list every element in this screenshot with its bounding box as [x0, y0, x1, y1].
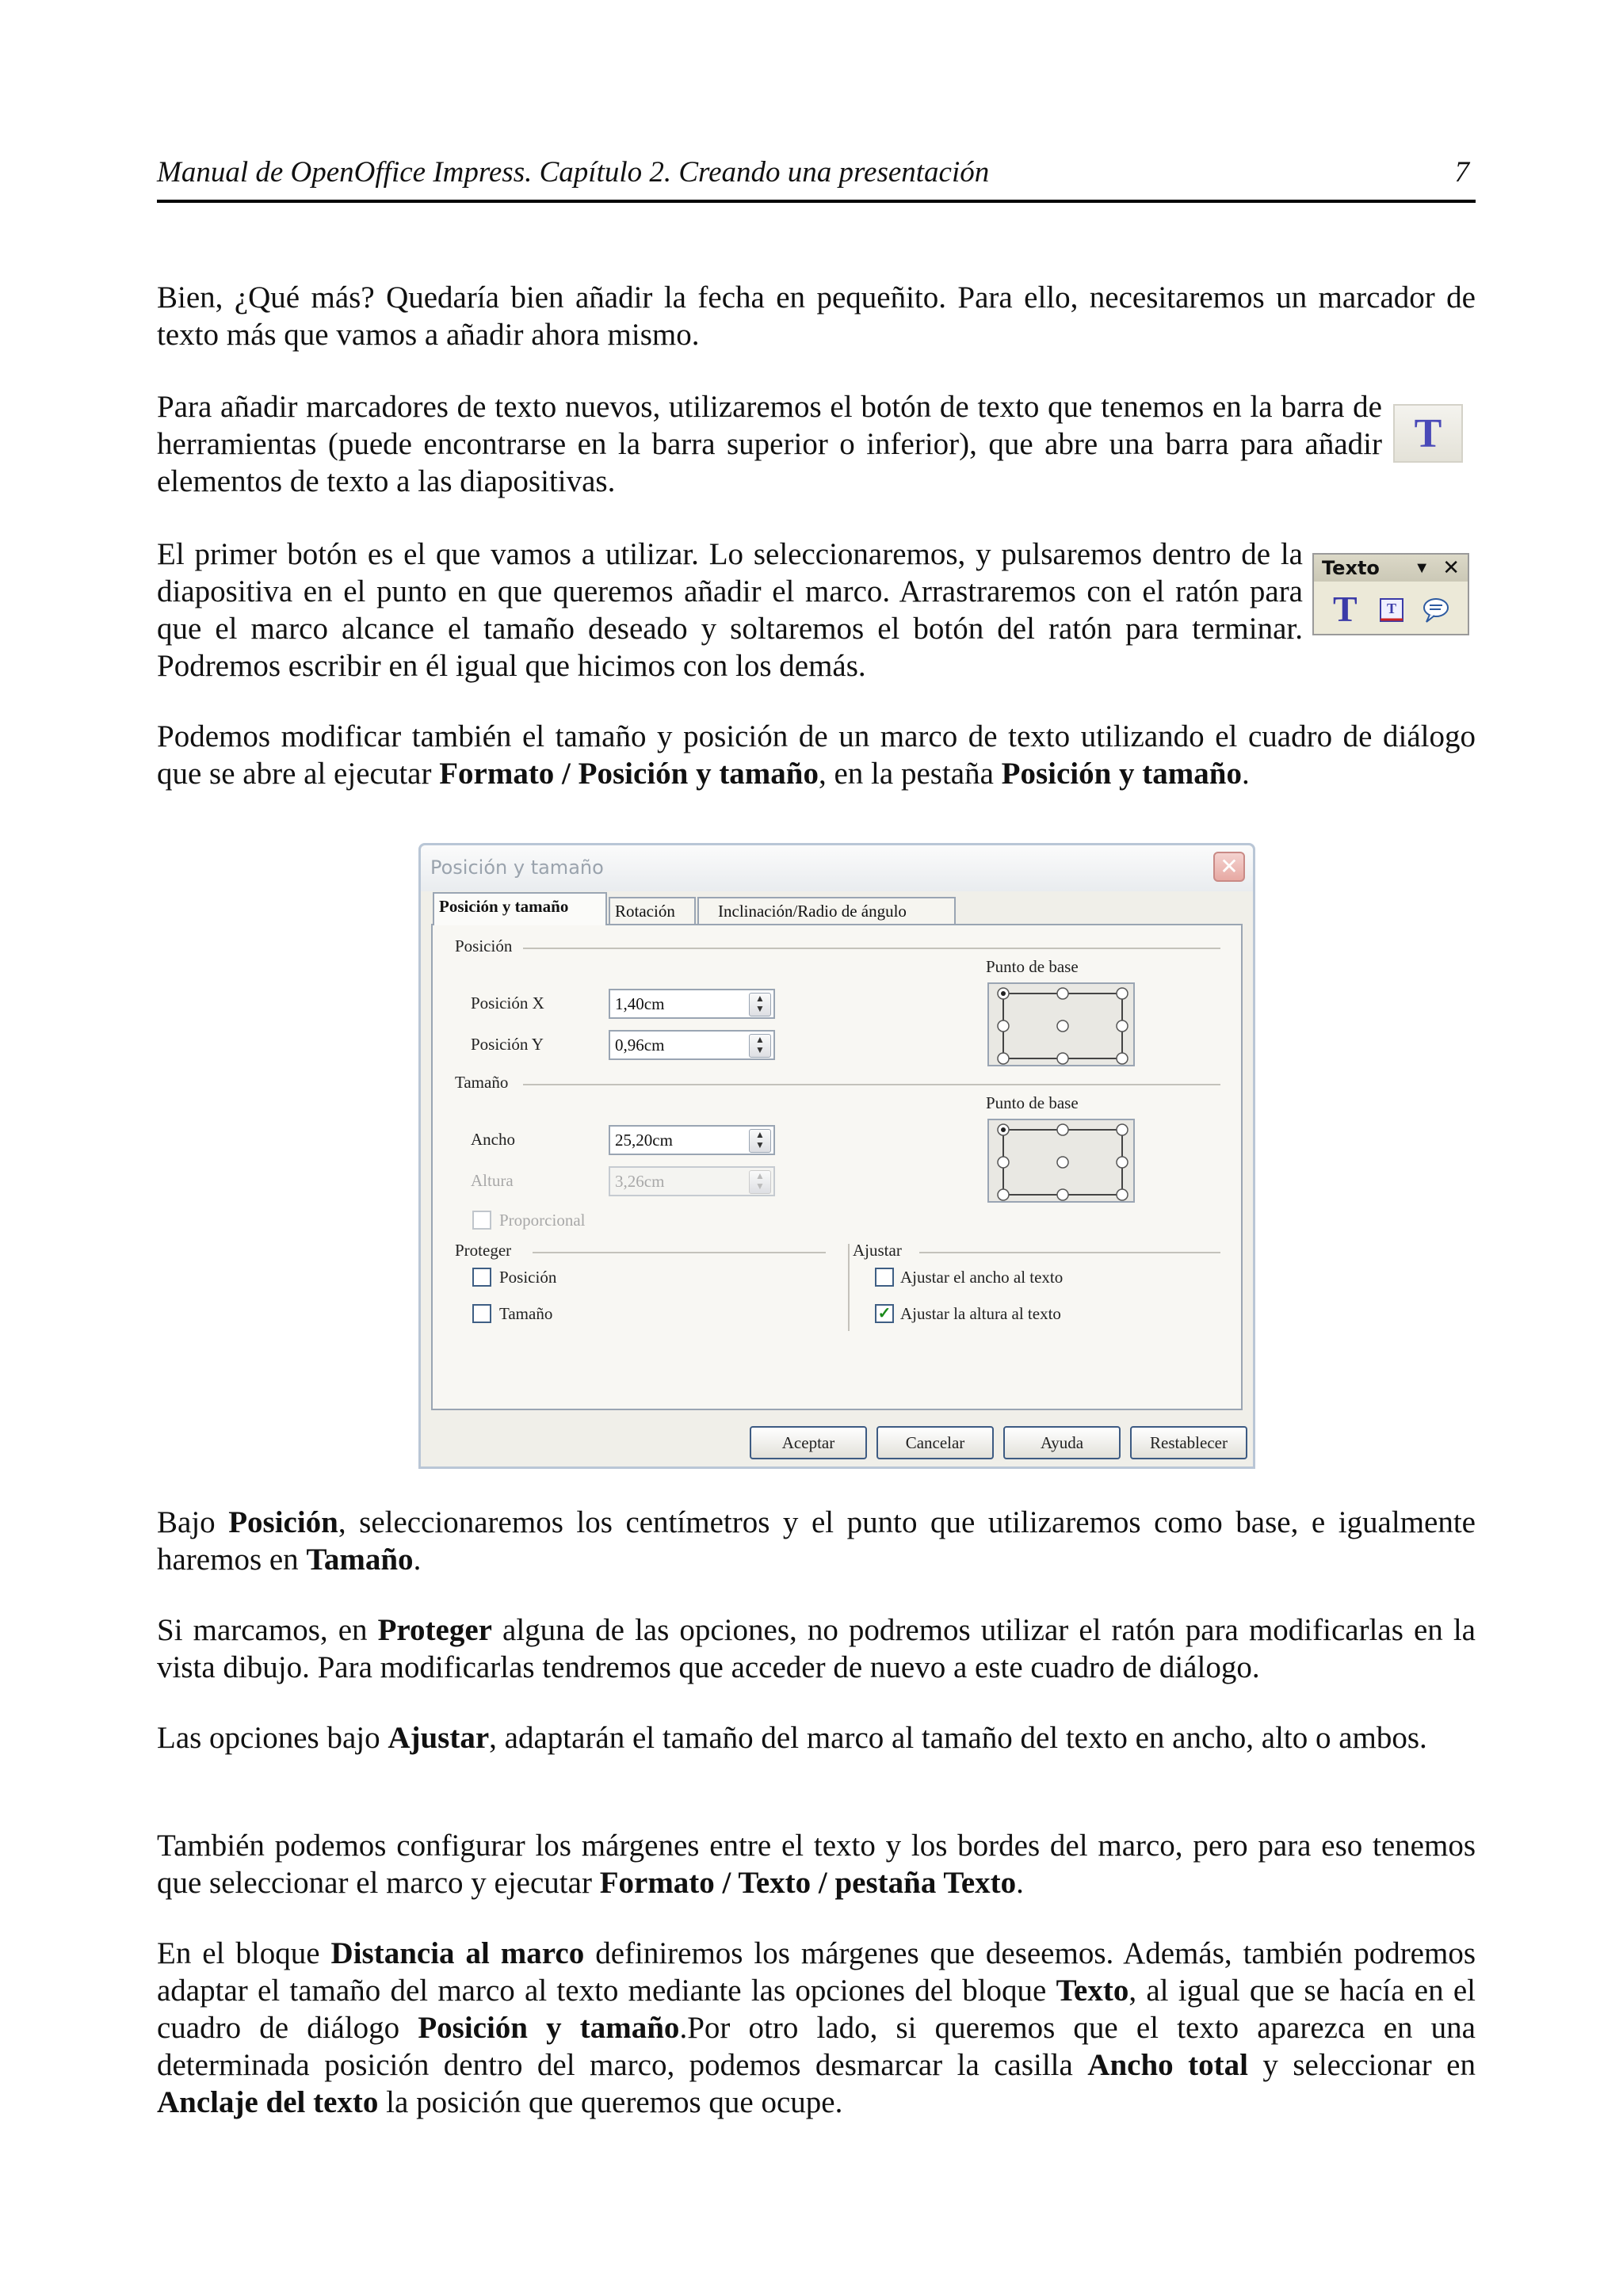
tab-rotation[interactable]: Rotación	[609, 897, 696, 925]
fit-height-label: Ajustar la altura al texto	[900, 1304, 1061, 1323]
height-label: Altura	[471, 1171, 514, 1190]
cancel-button[interactable]: Cancelar	[876, 1426, 994, 1459]
protect-section-label: Proteger	[455, 1241, 517, 1261]
position-x-field[interactable]: 1,40cm ▲ ▼	[609, 989, 775, 1019]
protect-position-checkbox[interactable]	[472, 1268, 491, 1287]
fit-width-checkbox[interactable]	[875, 1268, 894, 1287]
paragraph-4: Podemos modificar también el tamaño y posición de un marco de texto utilizando el cuadro de diálogo que se abre al ejecutar Formato / Posición y tamaño, en la pestaña Posición y tamaño.	[157, 719, 1476, 791]
divider	[919, 1252, 1220, 1253]
adjust-section-label: Ajustar	[853, 1241, 908, 1261]
dialog-titlebar	[421, 845, 1253, 891]
divider	[523, 948, 1220, 949]
dialog-title: Posición y tamaño	[430, 856, 604, 879]
help-button[interactable]: Ayuda	[1003, 1426, 1121, 1459]
size-section-label: Tamaño	[455, 1073, 514, 1093]
header-title: Manual de OpenOffice Impress. Capítulo 2. Creando una presentación	[157, 156, 990, 189]
close-icon: ✕	[1442, 556, 1460, 580]
protect-position-label: Posición	[499, 1268, 557, 1287]
width-field[interactable]: 25,20cm ▲ ▼	[609, 1125, 775, 1155]
tab-position-size[interactable]: Posición y tamaño	[433, 892, 607, 925]
paragraph-6: Si marcamos, en Proteger alguna de las opciones, no podremos utilizar el ratón para modificarlas en la vista dibujo. Para modificarlas tendremos que acceder de nuevo a este cuadro de diálogo.	[157, 1613, 1476, 1684]
position-y-label: Posición Y	[471, 1035, 544, 1054]
page-header	[157, 155, 1476, 203]
svg-text:T: T	[1386, 601, 1397, 616]
fit-width-label: Ajustar el ancho al texto	[900, 1268, 1064, 1287]
position-section-label: Posición	[455, 936, 518, 956]
spin-arrows-icon: ▲ ▼	[749, 1034, 771, 1058]
base-point-label-2: Punto de base	[986, 1093, 1079, 1112]
proportional-checkbox[interactable]	[472, 1211, 491, 1230]
text-icon: T	[1333, 589, 1358, 629]
paragraph-1: Bien, ¿Qué más? Quedaría bien añadir la fecha en pequeñito. Para ello, necesitaremos un marcador de texto más que vamos a añadir ahora mismo.	[157, 280, 1476, 352]
spin-arrows-icon: ▲ ▼	[749, 1170, 771, 1194]
paragraph-2: Para añadir marcadores de texto nuevos, utilizaremos el botón de texto que tenemos en la barra de herramientas (puede encontrarse en la barra superior o inferior), que abre una barra para añadir elementos de texto a las diapositivas.	[157, 390, 1382, 498]
vertical-divider	[848, 1244, 850, 1331]
width-label: Ancho	[471, 1130, 515, 1149]
divider	[533, 1252, 826, 1253]
callout-icon	[1420, 596, 1450, 624]
paragraph-8: También podemos configurar los márgenes entre el texto y los bordes del marco, pero para eso tenemos que seleccionar el marco y ejecutar Formato / Texto / pestaña Texto.	[157, 1829, 1476, 1900]
text-tool-icon: T	[1414, 411, 1442, 456]
reset-button[interactable]: Restablecer	[1130, 1426, 1247, 1459]
close-button[interactable]: ✕	[1213, 852, 1245, 882]
spin-arrows-icon: ▲ ▼	[749, 993, 771, 1016]
chevron-down-icon: ▼	[1414, 559, 1430, 577]
proportional-label: Proporcional	[499, 1211, 586, 1230]
texto-toolbar	[1312, 553, 1469, 635]
tab-slant[interactable]: Inclinación/Radio de ángulo	[697, 897, 956, 925]
divider	[523, 1084, 1220, 1085]
fit-text-icon	[1377, 596, 1406, 624]
protect-size-checkbox[interactable]	[472, 1304, 491, 1323]
paragraph-9: En el bloque Distancia al marco definiremos los márgenes que deseemos. Además, también podremos adaptar el tamaño del marco al texto mediante las opciones del bloque Texto, al igual que se hacía en el cuadro de diálogo Posición y tamaño.Por otro lado, si queremos que el texto aparezca en una determinada posición dentro del marco, podemos desmarcar la casilla Ancho total y seleccionar en Anclaje del texto la posición que queremos que ocupe.	[157, 1936, 1476, 2119]
position-y-field[interactable]: 0,96cm ▲ ▼	[609, 1030, 775, 1060]
protect-size-label: Tamaño	[499, 1304, 553, 1323]
fit-height-checkbox[interactable]: ✓	[875, 1304, 894, 1323]
base-point-grid-1[interactable]	[987, 982, 1135, 1066]
text-tool-button	[1393, 404, 1463, 463]
base-point-grid-2[interactable]	[987, 1119, 1135, 1203]
paragraph-7: Las opciones bajo Ajustar, adaptarán el tamaño del marco al tamaño del texto en ancho, alto o ambos.	[157, 1721, 1427, 1755]
page-number: 7	[1454, 156, 1469, 189]
texto-toolbar-title: Texto	[1314, 555, 1468, 582]
base-point-label-1: Punto de base	[986, 957, 1079, 976]
paragraph-5: Bajo Posición, seleccionaremos los centímetros y el punto que utilizaremos como base, e igualmente haremos en Tamaño.	[157, 1505, 1476, 1577]
ok-button[interactable]: Aceptar	[750, 1426, 867, 1459]
spin-arrows-icon: ▲ ▼	[749, 1129, 771, 1153]
paragraph-3: El primer botón es el que vamos a utilizar. Lo seleccionaremos, y pulsaremos dentro de la diapositiva en el punto en que queremos añadir el marco. Arrastraremos con el ratón para que el marco alcance el tamaño deseado y soltaremos el botón del ratón para terminar. Podremos escribir en él igual que hicimos con los demás.	[157, 537, 1303, 683]
position-x-label: Posición X	[471, 994, 544, 1013]
height-field[interactable]: 3,26cm ▲ ▼	[609, 1166, 775, 1196]
